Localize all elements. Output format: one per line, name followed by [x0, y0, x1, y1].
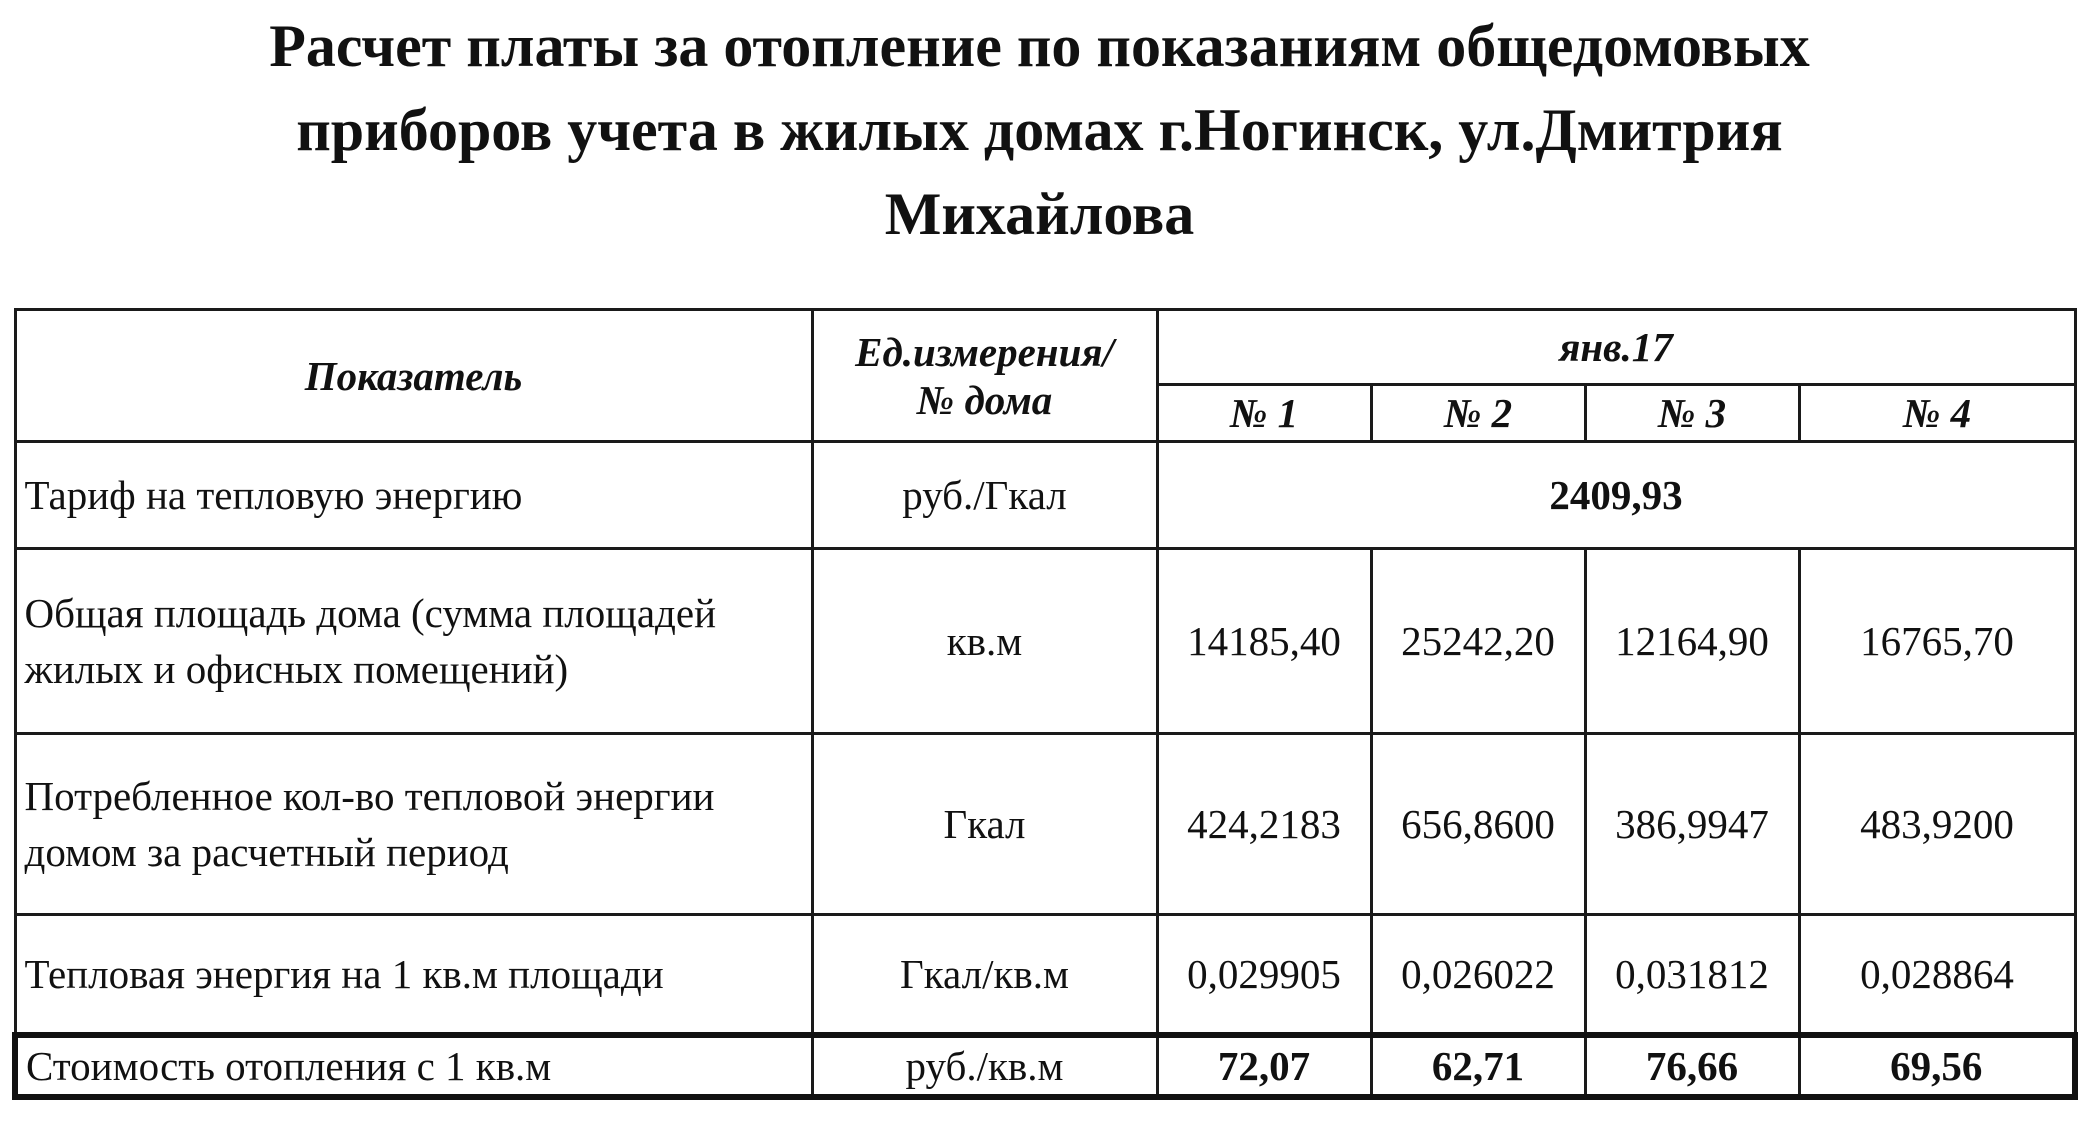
cell-house-4: 16765,70: [1799, 549, 2075, 734]
title-line-2: приборов учета в жилых домах г.Ногинск, ул.Дмитрия: [296, 97, 1783, 163]
table-row-total: [15, 1035, 2075, 1097]
header-house-2: № 2: [1371, 385, 1585, 442]
cell-house-3: 76,66: [1585, 1035, 1799, 1097]
header-house-3: № 3: [1585, 385, 1799, 442]
row-indicator: [15, 549, 812, 734]
header-unit-line-2: № дома: [916, 376, 1053, 423]
cell-house-2: 62,71: [1371, 1035, 1585, 1097]
document-title: [0, 0, 2079, 256]
cell-house-2: 0,026022: [1371, 915, 1585, 1036]
table-row: [15, 915, 2075, 1036]
row-unit: руб./кв.м: [812, 1035, 1157, 1097]
cell-house-1: 424,2183: [1157, 734, 1371, 915]
cell-house-4: 483,9200: [1799, 734, 2075, 915]
row-indicator-line-1: Потребленное кол-во тепловой энергии: [24, 773, 715, 819]
row-unit: Гкал/кв.м: [812, 915, 1157, 1036]
cell-house-2: 25242,20: [1371, 549, 1585, 734]
cell-house-4: 69,56: [1799, 1035, 2075, 1097]
header-indicator: Показатель: [15, 310, 812, 442]
row-unit: Гкал: [812, 734, 1157, 915]
cell-house-1: 14185,40: [1157, 549, 1371, 734]
row-indicator: Тариф на тепловую энергию: [15, 442, 812, 549]
cell-house-1: 0,029905: [1157, 915, 1371, 1036]
title-line-3: Михайлова: [884, 181, 1195, 247]
row-indicator-line-1: Общая площадь дома (сумма площадей: [24, 590, 717, 636]
cell-house-3: 386,9947: [1585, 734, 1799, 915]
tariff-value: 2409,93: [1157, 442, 2075, 549]
row-unit: кв.м: [812, 549, 1157, 734]
row-indicator: Тепловая энергия на 1 кв.м площади: [15, 915, 812, 1036]
row-indicator-line-2: жилых и офисных помещений): [24, 646, 569, 692]
header-unit: [812, 310, 1157, 442]
row-indicator: [15, 734, 812, 915]
cell-house-3: 0,031812: [1585, 915, 1799, 1036]
table-row: [15, 549, 2075, 734]
header-house-4: № 4: [1799, 385, 2075, 442]
row-unit: руб./Гкал: [812, 442, 1157, 549]
table-row: [15, 734, 2075, 915]
cell-house-4: 0,028864: [1799, 915, 2075, 1036]
header-period: янв.17: [1157, 310, 2075, 385]
cell-house-2: 656,8600: [1371, 734, 1585, 915]
row-indicator: Стоимость отопления с 1 кв.м: [15, 1035, 812, 1097]
cell-house-3: 12164,90: [1585, 549, 1799, 734]
header-house-1: № 1: [1157, 385, 1371, 442]
header-unit-line-1: Ед.измерения/: [855, 328, 1114, 375]
row-indicator-line-2: домом за расчетный период: [24, 829, 509, 875]
heating-calculation-table: [12, 308, 2078, 1100]
cell-house-1: 72,07: [1157, 1035, 1371, 1097]
table-row: [15, 442, 2075, 549]
table-header-row: [15, 310, 2075, 385]
title-line-1: Расчет платы за отопление по показаниям общедомовых: [269, 13, 1810, 79]
